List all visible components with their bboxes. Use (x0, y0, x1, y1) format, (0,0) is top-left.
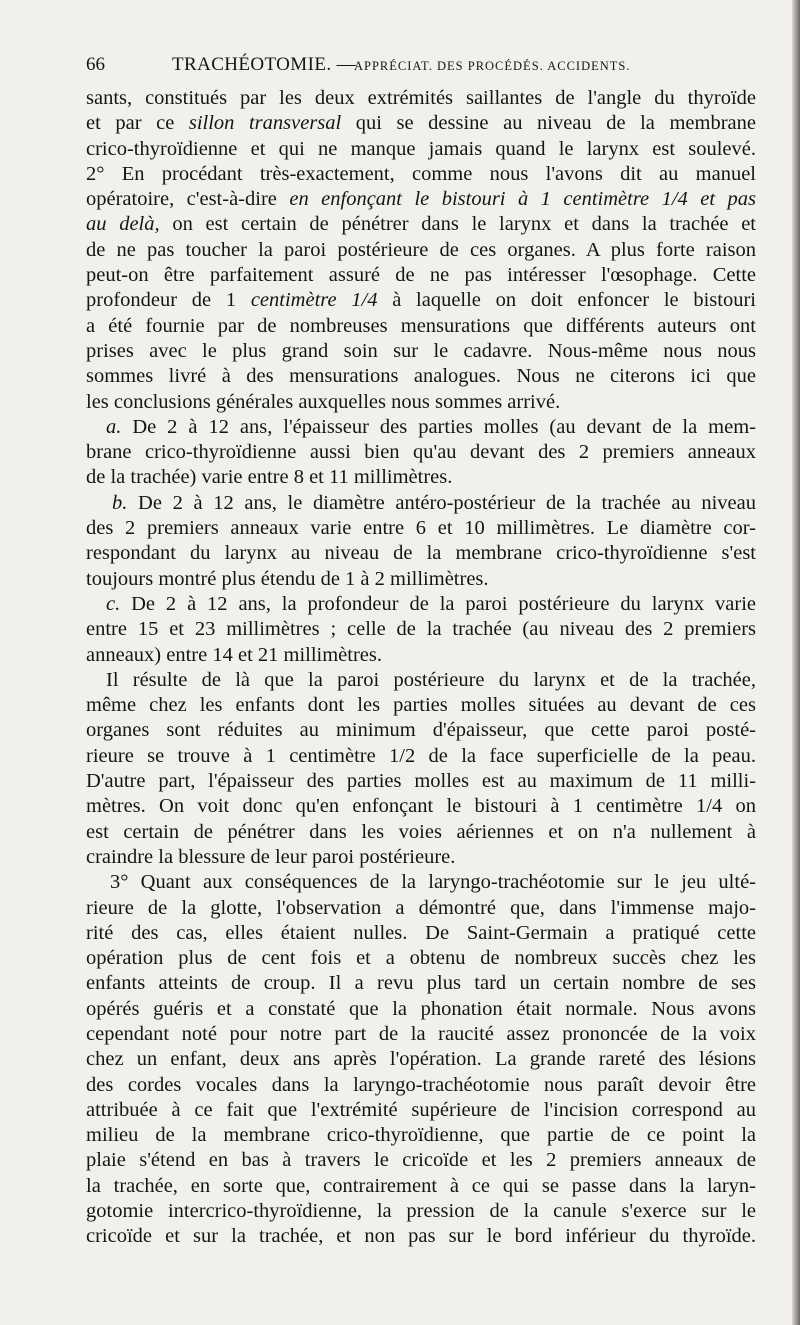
line-text: même chez les enfants dont les parties molles situées au devant de ces (86, 694, 756, 717)
line-text: gotomie intercrico-thyroïdienne, la pression de la canule s'exerce sur le (86, 1200, 756, 1223)
text-line (86, 820, 756, 845)
running-title: TRACHÉOTOMIE. — (172, 54, 357, 75)
line-text: entre 15 et 23 millimètres ; celle de la trachée (au niveau des 2 premiers (86, 618, 756, 641)
line-italic-text: c. (106, 592, 121, 615)
text-line (86, 314, 756, 339)
line-text: de la trachée) varie entre 8 et 11 millimètres. (86, 466, 453, 489)
text-line (86, 238, 756, 263)
line-text: de ne pas toucher la paroi postérieure de ces organes. A plus forte raison (86, 238, 756, 261)
line-text: respondant du larynx au niveau de la membrane crico-thyroïdienne s'est (86, 542, 756, 565)
text-line (86, 1047, 756, 1072)
text-line (86, 617, 756, 642)
text-line (86, 769, 756, 794)
line-text: 3° Quant aux conséquences de la laryngo-trachéotomie sur le jeu ulté- (110, 871, 756, 894)
line-text: attribuée à ce fait que l'extrémité supérieure de l'incision correspond au (86, 1098, 756, 1121)
line-text: mètres. On voit donc qu'en enfonçant le bistouri à 1 centimètre 1/4 on (86, 795, 756, 818)
line-italic-text: b. (112, 491, 128, 514)
line-text: est certain de pénétrer dans les voies aériennes et on n'a nullement à (86, 820, 756, 843)
line-text: cricoïde et sur la trachée, et non pas sur le bord inférieur du thyroïde. (86, 1225, 756, 1248)
text-line (86, 1224, 756, 1249)
text-line (86, 997, 756, 1022)
text-line (86, 567, 756, 592)
line-text: la trachée, en sorte que, contrairement à ce qui se passe dans la laryn- (86, 1174, 756, 1197)
text-line (86, 1022, 756, 1047)
text-line (86, 971, 756, 996)
text-line (86, 111, 756, 136)
text-line (86, 491, 756, 516)
text-line (86, 1199, 756, 1224)
line-text-continued: on est certain de pénétrer dans le larynx et dans la trachée et (159, 213, 757, 236)
line-text: des 2 premiers anneaux varie entre 6 et 10 millimètres. Le diamètre cor- (86, 517, 756, 540)
text-line (86, 440, 756, 465)
text-line (86, 541, 756, 566)
text-line (86, 1148, 756, 1173)
line-text: milieu de la membrane crico-thyroïdienne, que partie de ce point la (86, 1124, 756, 1147)
text-line (86, 845, 756, 870)
text-line (86, 946, 756, 971)
line-italic-text: centimètre 1/4 (250, 289, 378, 312)
text-line (86, 516, 756, 541)
line-italic-text: au delà, (86, 213, 160, 236)
text-line (86, 288, 756, 313)
running-subtitle: APPRÉCIAT. DES PROCÉDÉS. ACCIDENTS. (354, 59, 631, 73)
line-text: peut-on être parfaitement assuré de ne pas intéresser l'œsophage. Cette (86, 264, 756, 287)
text-line (86, 643, 756, 668)
text-line (86, 794, 756, 819)
line-text: cependant noté pour notre part de la raucité assez prononcée de la voix (86, 1022, 756, 1045)
line-text: D'autre part, l'épaisseur des parties molles est au maximum de 11 milli- (86, 770, 756, 793)
line-text: opération plus de cent fois et a obtenu de nombreux succès chez les (86, 947, 756, 970)
text-line (86, 339, 756, 364)
line-text: et par ce (86, 112, 189, 135)
text-line (86, 187, 756, 212)
text-line (86, 1123, 756, 1148)
line-text: opératoire, c'est-à-dire (86, 188, 290, 211)
line-text: plaie s'étend en bas à travers le cricoïde et les 2 premiers anneaux de (86, 1149, 756, 1172)
line-text: enfants atteints de croup. Il a revu plus tard un certain nombre de ses (86, 972, 756, 995)
line-text: crico-thyroïdienne et qui ne manque jamais quand le larynx est soulevé. (86, 137, 756, 160)
text-line (86, 668, 756, 693)
line-text: chez un enfant, deux ans après l'opération. La grande rareté des lésions (86, 1048, 756, 1071)
running-header (86, 54, 766, 80)
text-line (86, 1098, 756, 1123)
line-italic-text: a. (106, 415, 122, 438)
text-line (86, 870, 756, 895)
line-text: a été fournie par de nombreuses mensurations que différents auteurs ont (86, 314, 756, 337)
line-text-continued: De 2 à 12 ans, le diamètre antéro-postérieur de la trachée au niveau (127, 491, 756, 514)
text-line (86, 86, 756, 111)
text-line (86, 718, 756, 743)
line-text: des cordes vocales dans la laryngo-trachéotomie nous paraît devoir être (86, 1073, 756, 1096)
line-text: sommes livré à des mensurations analogues. Nous ne citerons ici que (86, 365, 756, 388)
line-text-continued: De 2 à 12 ans, la profondeur de la paroi postérieure du larynx varie (120, 592, 756, 615)
line-text: rieure de la glotte, l'observation a démontré que, dans l'immense majo- (86, 896, 756, 919)
text-line (86, 364, 756, 389)
text-line (86, 896, 756, 921)
line-text-continued: qui se dessine au niveau de la membrane (341, 112, 756, 135)
line-text: craindre la blessure de leur paroi postérieure. (86, 845, 456, 868)
line-text: anneaux) entre 14 et 21 millimètres. (86, 643, 383, 666)
line-text: brane crico-thyroïdienne aussi bien qu'au devant des 2 premiers anneaux (86, 441, 756, 464)
line-text: rieure se trouve à 1 centimètre 1/2 de la face superficielle de la peau. (86, 744, 756, 767)
line-italic-text: en enfonçant le bistouri à 1 centimètre 1/4 et pas (289, 188, 757, 211)
line-text: organes sont réduites au minimum d'épaisseur, que cette paroi posté- (86, 719, 756, 742)
text-line (86, 744, 756, 769)
line-text: rité des cas, elles étaient nulles. De Saint-Germain a pratiqué cette (86, 921, 756, 944)
page-edge-shadow (792, 0, 800, 1325)
line-text: sants, constitués par les deux extrémités saillantes de l'angle du thyroïde (86, 87, 756, 109)
line-italic-text: sillon transversal (188, 112, 342, 135)
text-line (86, 1073, 756, 1098)
text-line (86, 212, 756, 237)
text-line (86, 592, 756, 617)
text-line (86, 415, 756, 440)
text-line (86, 263, 756, 288)
text-line (86, 693, 756, 718)
text-line (86, 921, 756, 946)
line-text-continued: à laquelle on doit enfoncer le bistouri (377, 289, 757, 312)
line-text: toujours montré plus étendu de 1 à 2 millimètres. (86, 567, 489, 590)
line-text: 2° En procédant très-exactement, comme nous l'avons dit au manuel (86, 162, 756, 185)
line-text: Il résulte de là que la paroi postérieure du larynx et de la trachée, (106, 668, 756, 691)
line-text: opérés guéris et a constaté que la phonation était normale. Nous avons (86, 997, 756, 1020)
line-text: les conclusions générales auxquelles nous sommes arrivé. (86, 390, 561, 413)
line-text: profondeur de 1 (86, 289, 251, 312)
page-body-text (86, 86, 756, 1250)
text-line (86, 1174, 756, 1199)
text-line (86, 137, 756, 162)
text-line (86, 162, 756, 187)
text-line (86, 390, 756, 415)
text-line (86, 465, 756, 490)
page-number: 66 (86, 54, 105, 75)
line-text: prises avec le plus grand soin sur le cadavre. Nous-même nous nous (86, 339, 756, 362)
line-text-continued: De 2 à 12 ans, l'épaisseur des parties molles (au devant de la mem- (121, 415, 756, 438)
